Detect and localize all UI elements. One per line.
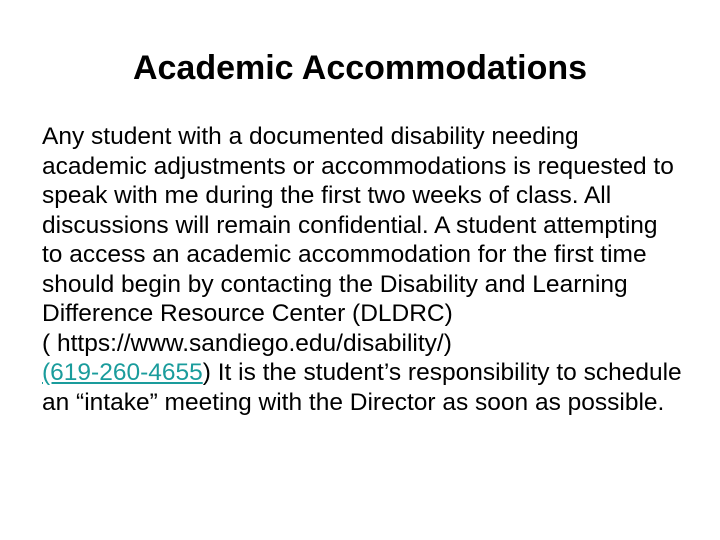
dldrc-phone-link[interactable]: (619-260-4655	[42, 359, 203, 386]
slide-title: Academic Accommodations	[132, 49, 588, 87]
paragraph-accommodations-intro: Any student with a documented disability needing academic adjustments or accommodations is requested to speak with me during the first two weeks of class. All discussions will remain confidential. A student attempting to access an academic accommodation for the first time should begin by contacting the Disability and Learning Difference Resource Center (DLDRC)	[42, 123, 674, 327]
intake-instructions: ) It is the student’s responsibility to schedule an “intake” meeting with the Director as soon as possible.	[42, 359, 682, 416]
dldrc-url: ( https://www.sandiego.edu/disability/)	[42, 329, 452, 357]
slide-body	[42, 122, 682, 417]
paragraph-contact	[42, 329, 682, 418]
